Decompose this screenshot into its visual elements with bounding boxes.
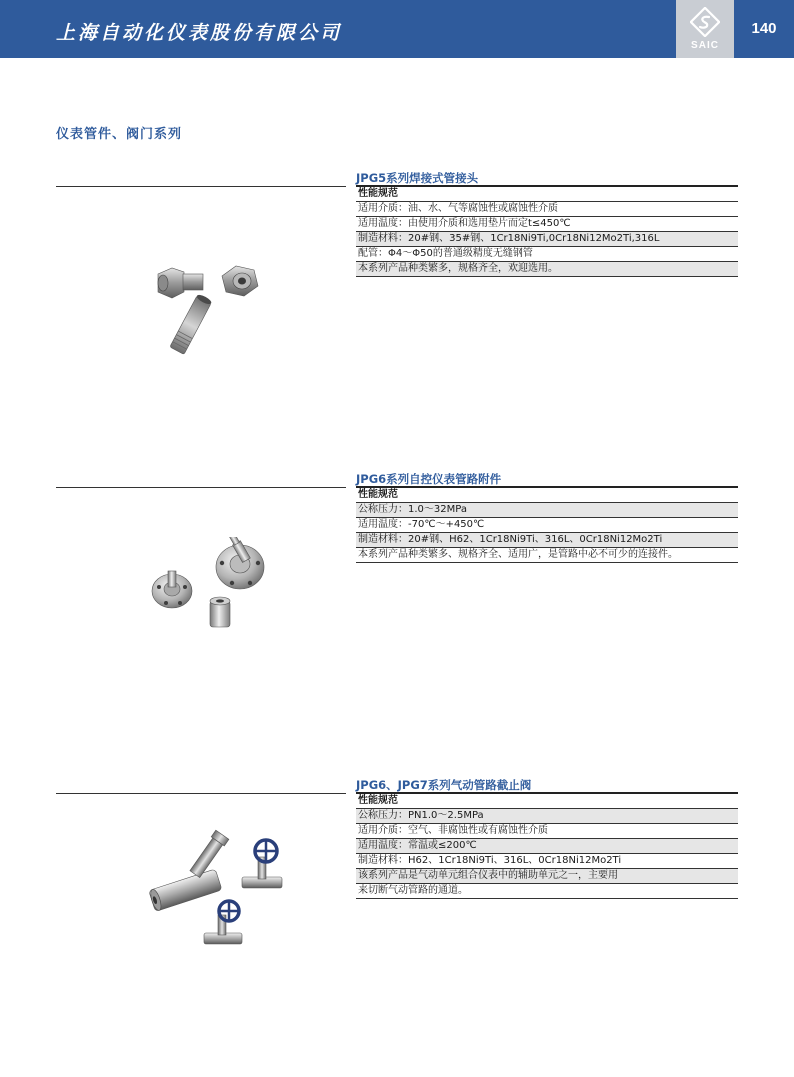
company-name: 上海自动化仪表股份有限公司	[56, 22, 343, 44]
spec-row: 适用温度：常温或≤200℃	[356, 839, 738, 854]
brand-text: SAIC	[691, 40, 719, 51]
spec-heading: 性能规范	[356, 792, 738, 809]
page-number: 140	[751, 20, 777, 37]
spec-row: 公称压力：PN1.0～2.5MPa	[356, 809, 738, 824]
spec-row: 适用温度：-70℃～+450℃	[356, 518, 738, 533]
spec-heading: 性能规范	[356, 185, 738, 202]
spec-row: 该系列产品是气动单元组合仪表中的辅助单元之一，主要用	[356, 869, 738, 884]
product-title: JPG6系列自控仪表管路附件	[356, 472, 502, 486]
spec-row: 来切断气动管路的通道。	[356, 884, 738, 899]
product-photo-pipe-fittings	[150, 256, 270, 356]
divider-line	[56, 793, 346, 794]
spec-row: 配管：Φ4～Φ50的普通级精度无缝钢管	[356, 247, 738, 262]
spec-row: 适用介质：空气、非腐蚀性或有腐蚀性介质	[356, 824, 738, 839]
spec-row: 本系列产品种类繁多、规格齐全、适用广，是管路中必不可少的连接件。	[356, 548, 738, 563]
spec-row: 公称压力：1.0～32MPa	[356, 503, 738, 518]
brand-logo	[676, 0, 734, 58]
spec-row: 制造材料：H62、1Cr18Ni9Ti、316L、0Cr18Ni12Mo2Ti	[356, 854, 738, 869]
spec-row: 适用介质：油、水、气等腐蚀性或腐蚀性介质	[356, 202, 738, 217]
spec-row: 制造材料：20#钢、35#钢、1Cr18Ni9Ti,0Cr18Ni12Mo2Ti,316L	[356, 232, 738, 247]
divider-line	[56, 186, 346, 187]
spec-table	[356, 185, 738, 277]
saic-logo-icon	[690, 7, 720, 37]
spec-table	[356, 792, 738, 899]
spec-table	[356, 486, 738, 563]
spec-row: 制造材料：20#钢、H62、1Cr18Ni9Ti、316L、0Cr18Ni12Mo2Ti	[356, 533, 738, 548]
page-header	[0, 0, 794, 58]
product-photo-stop-valves	[146, 829, 306, 959]
spec-row: 适用温度：由使用介质和选用垫片而定t≤450℃	[356, 217, 738, 232]
product-title: JPG5系列焊接式管接头	[356, 171, 479, 185]
product-photo-flange-fittings	[148, 537, 278, 637]
product-title: JPG6、JPG7系列气动管路截止阀	[356, 778, 532, 792]
section-title: 仪表管件、阀门系列	[56, 127, 183, 142]
divider-line	[56, 487, 346, 488]
spec-row: 本系列产品种类繁多，规格齐全，欢迎选用。	[356, 262, 738, 277]
spec-heading: 性能规范	[356, 486, 738, 503]
